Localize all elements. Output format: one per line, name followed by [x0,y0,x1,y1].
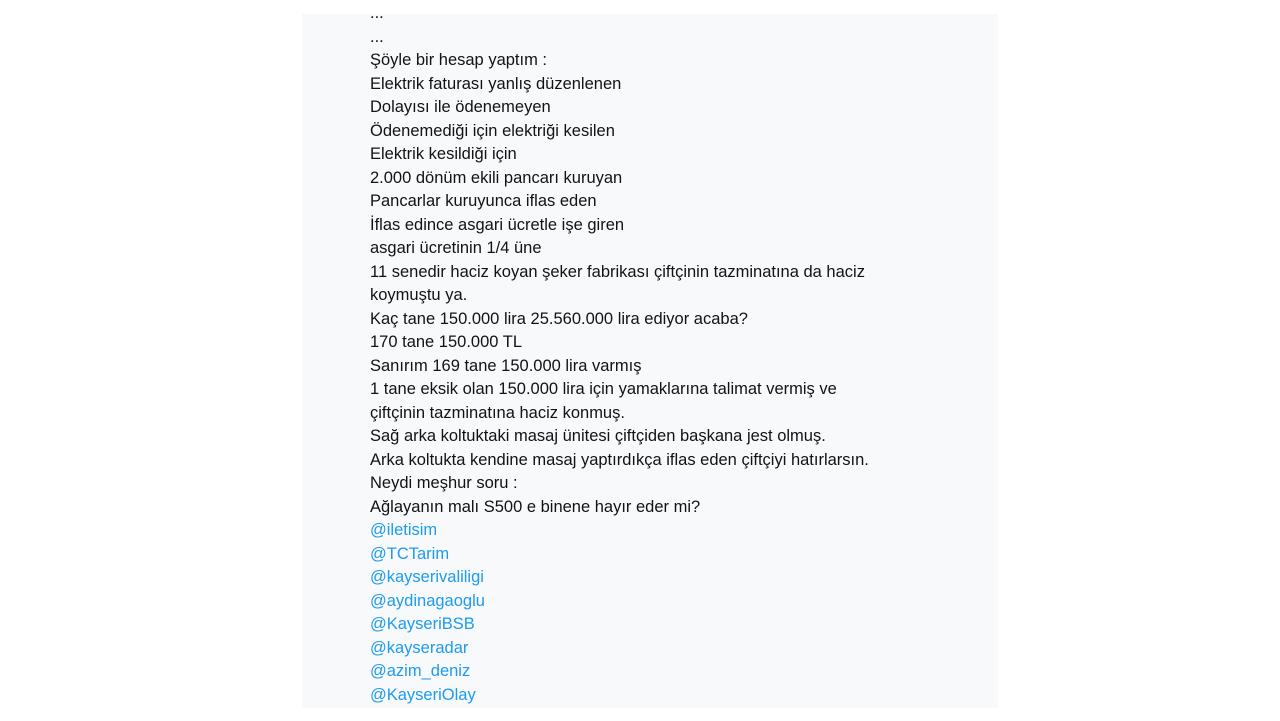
mention-link-kayseradar[interactable]: @kayseradar [370,638,469,657]
tweet-line: asgari ücretinin 1/4 üne [370,239,542,257]
mention-link-kayseribsb[interactable]: @KayseriBSB [370,615,475,633]
mention-link-tctarim[interactable]: @TCTarim [370,544,450,563]
mention-link-azim-deniz[interactable]: @azim_deniz [370,662,471,680]
tweet-line-partial: ... [370,4,384,22]
tweet-line: Elektrik faturası yanlış düzenlenen [370,74,622,93]
tweet-line: Dolayısı ile ödenemeyen [370,98,551,116]
mention-link-kayseriolay[interactable]: @KayseriOlay [370,685,476,704]
tweet-line: koymuştu ya. [370,286,468,304]
tweet-line: 1 tane eksik olan 150.000 lira için yamaklarına talimat vermiş ve [370,380,837,398]
tweet-line: Sanırım 169 tane 150.000 lira varmış [370,356,642,375]
tweet-line: Ağlayanın malı S500 e binene hayır eder mi? [370,497,701,516]
tweet-line-ellipsis: ... [370,27,384,46]
tweet-line: İflas edince asgari ücretle işe giren [370,215,625,234]
tweet-card [302,4,998,708]
tweet-line: 170 tane 150.000 TL [370,333,522,351]
tweet-line: Ödenemediği için elektriği kesilen [370,121,615,140]
tweet-line: Elektrik kesildiği için [370,145,517,163]
tweet-line: Pancarlar kuruyunca iflas eden [370,192,597,210]
tweet-line: 11 senedir haciz koyan şeker fabrikası çiftçinin tazminatına da haciz [370,262,865,281]
tweet-line: 2.000 dönüm ekili pancarı kuruyan [370,168,623,187]
mention-link-kayserivaliligi[interactable]: @kayserivaliligi [370,568,484,586]
tweet-line: Şöyle bir hesap yaptım : [370,51,548,69]
tweet-line: Kaç tane 150.000 lira 25.560.000 lira ediyor acaba? [370,309,748,328]
tweet-line: Arka koltukta kendine masaj yaptırdıkça iflas eden çiftçiyi hatırlarsın. [370,450,869,469]
tweet-line: çiftçinin tazminatına haciz konmuş. [370,403,625,422]
mention-link-aydinagaoglu[interactable]: @aydinagaoglu [370,591,485,610]
mention-link-iletisim[interactable]: @iletisim [370,521,438,539]
tweet-line: Neydi meşhur soru : [370,474,518,492]
tweet-line: Sağ arka koltuktaki masaj ünitesi çiftçiden başkana jest olmuş. [370,427,826,445]
tweet-text [370,2,990,707]
